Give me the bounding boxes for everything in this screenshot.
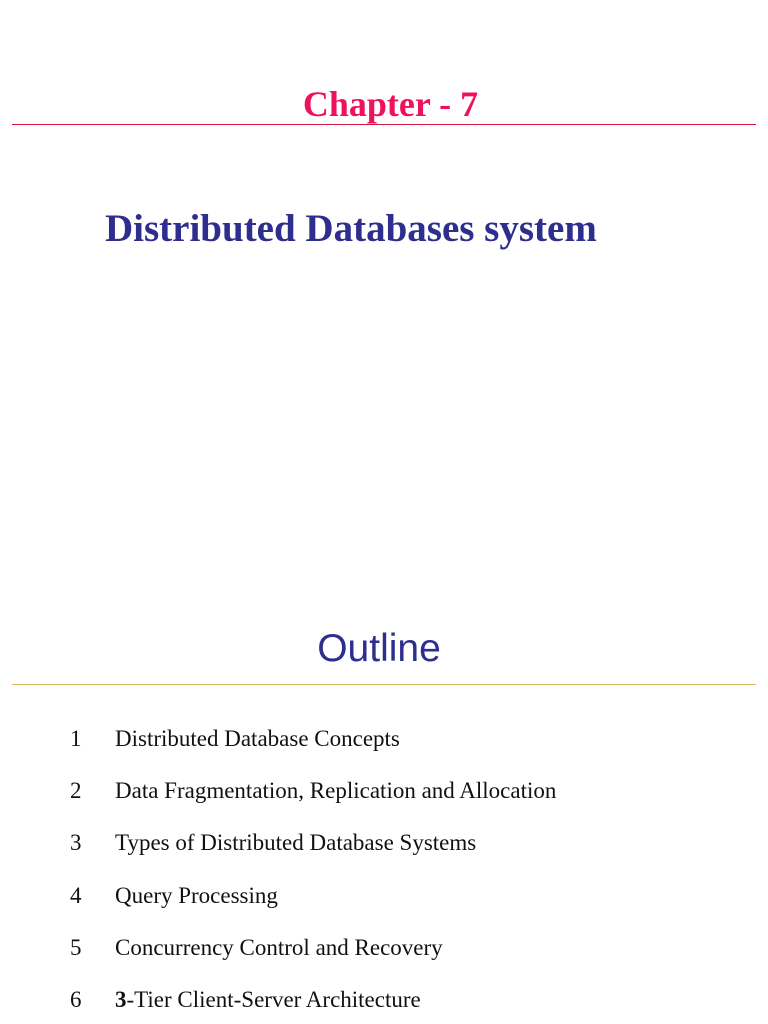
outline-item-label: Distributed Database Concepts xyxy=(115,726,400,751)
outline-item-lead: 3 xyxy=(115,986,127,1012)
outline-item-label: -Tier Client-Server Architecture xyxy=(126,986,421,1012)
outline-item xyxy=(0,985,768,1024)
outline-divider xyxy=(12,684,756,685)
chapter-title: Chapter - 7 xyxy=(302,84,479,124)
outline-item-number: 4 xyxy=(70,882,82,908)
outline-item xyxy=(0,828,768,880)
outline-item-text xyxy=(115,776,556,806)
outline-item-number: 6 xyxy=(70,986,82,1012)
outline-item-label: Data Fragmentation, Replication and Allocation xyxy=(115,778,557,804)
outline-item-text xyxy=(115,881,278,911)
outline-item-number: 5 xyxy=(70,934,82,960)
outline-item-label: Concurrency Control and Recovery xyxy=(115,934,443,960)
outline-item xyxy=(0,724,768,776)
outline-item xyxy=(0,776,768,828)
outline-item-number: 3 xyxy=(70,830,82,856)
outline-heading: Outline xyxy=(317,627,441,670)
outline-item-number: 2 xyxy=(70,778,82,804)
outline-item-text xyxy=(115,985,421,1015)
title-divider xyxy=(12,124,756,125)
outline-item-text xyxy=(115,933,443,963)
outline-item-number: 1 xyxy=(70,726,82,751)
deck-title: Distributed Databases system xyxy=(105,207,597,250)
outline-list xyxy=(0,724,768,1024)
outline-item xyxy=(0,881,768,933)
outline-item-text xyxy=(115,724,400,754)
outline-item xyxy=(0,933,768,985)
outline-item-text xyxy=(115,828,476,858)
outline-item-label: Types of Distributed Database Systems xyxy=(115,830,477,856)
outline-item-label: Query Processing xyxy=(115,882,278,908)
